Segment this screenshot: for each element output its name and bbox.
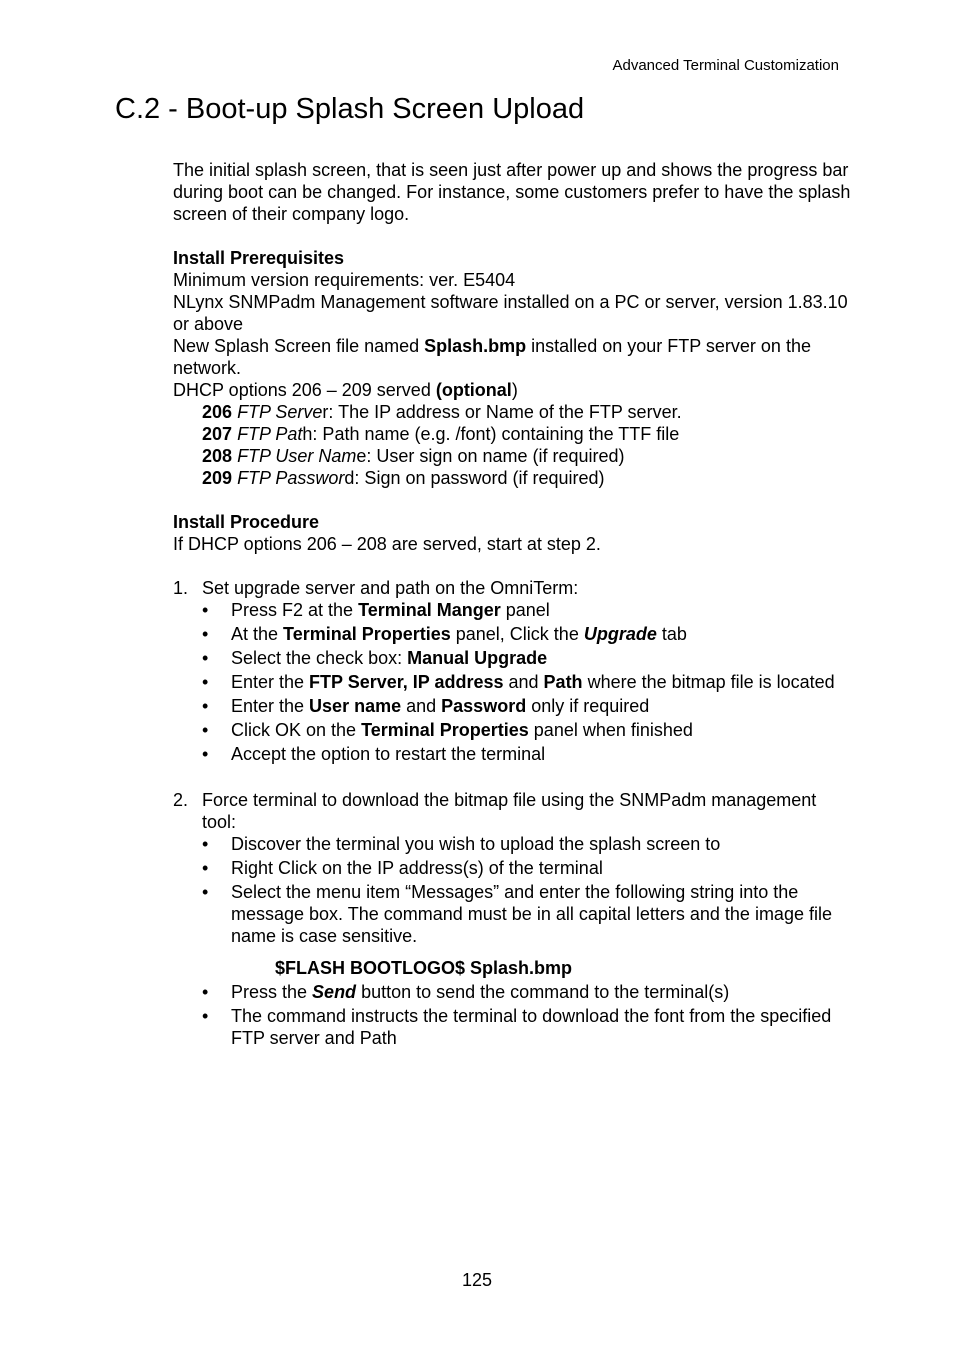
list-item: • Enter the User name and Password only if required — [202, 696, 650, 716]
list-item: • The command instructs the terminal to download the font from the specified FTP server and Path — [202, 1006, 832, 1048]
flash-command: $FLASH BOOTLOGO$ Splash.bmp — [275, 958, 573, 978]
list-item: • Select the menu item “Messages” and enter the following string into the message box. The command must be in all capital letters and the image file name is case sensitive. — [202, 882, 832, 946]
dhcp-option-209: 209 FTP Password: Sign on password (if required) — [202, 468, 605, 488]
list-item: • Enter the FTP Server, IP address and Path where the bitmap file is located — [202, 672, 835, 692]
list-item: • Press F2 at the Terminal Manger panel — [202, 600, 550, 620]
dhcp-option-208: 208 FTP User Name: User sign on name (if required) — [202, 446, 625, 466]
procedure-note: If DHCP options 206 – 208 are served, start at step 2. — [173, 534, 601, 554]
section-title: C.2 - Boot-up Splash Screen Upload — [115, 93, 585, 125]
list-item: • Discover the terminal you wish to upload the splash screen to — [202, 834, 721, 854]
splash-requirement: New Splash Screen file named Splash.bmp installed on your FTP server on the network. — [173, 336, 811, 378]
page-number: 125 — [461, 1270, 493, 1290]
dhcp-option-206: 206 FTP Server: The IP address or Name of the FTP server. — [202, 402, 682, 422]
list-item: • Right Click on the IP address(s) of the terminal — [202, 858, 603, 878]
snmp-requirement: NLynx SNMPadm Management software installed on a PC or server, version 1.83.10 or above — [173, 292, 848, 334]
list-item: • Select the check box: Manual Upgrade — [202, 648, 548, 668]
step-1: 1. Set upgrade server and path on the OmniTerm: — [173, 578, 579, 598]
dhcp-option-207: 207 FTP Path: Path name (e.g. /font) containing the TTF file — [202, 424, 680, 444]
step-1-list — [173, 599, 853, 765]
running-header: Advanced Terminal Customization — [612, 57, 839, 74]
list-item: • Click OK on the Terminal Properties panel when finished — [202, 720, 693, 740]
list-item: • Accept the option to restart the terminal — [202, 744, 546, 764]
intro-paragraph: The initial splash screen, that is seen just after power up and shows the progress bar during boot can be changed. For instance, some customers prefer to have the splash screen of their company logo. — [173, 160, 851, 224]
procedure-heading: Install Procedure — [173, 512, 320, 532]
step-2-list — [173, 833, 853, 947]
list-item: • Press the Send button to send the command to the terminal(s) — [202, 982, 730, 1002]
prereq-heading: Install Prerequisites — [173, 248, 345, 268]
step-2-list-continued — [173, 981, 853, 1049]
dhcp-requirement: DHCP options 206 – 209 served (optional) — [173, 380, 518, 400]
step-2: 2. Force terminal to download the bitmap file using the SNMPadm management tool: — [173, 790, 817, 832]
min-version: Minimum version requirements: ver. E5404 — [173, 270, 516, 290]
body-content — [173, 159, 853, 1051]
list-item: • At the Terminal Properties panel, Click the Upgrade tab — [202, 624, 687, 644]
